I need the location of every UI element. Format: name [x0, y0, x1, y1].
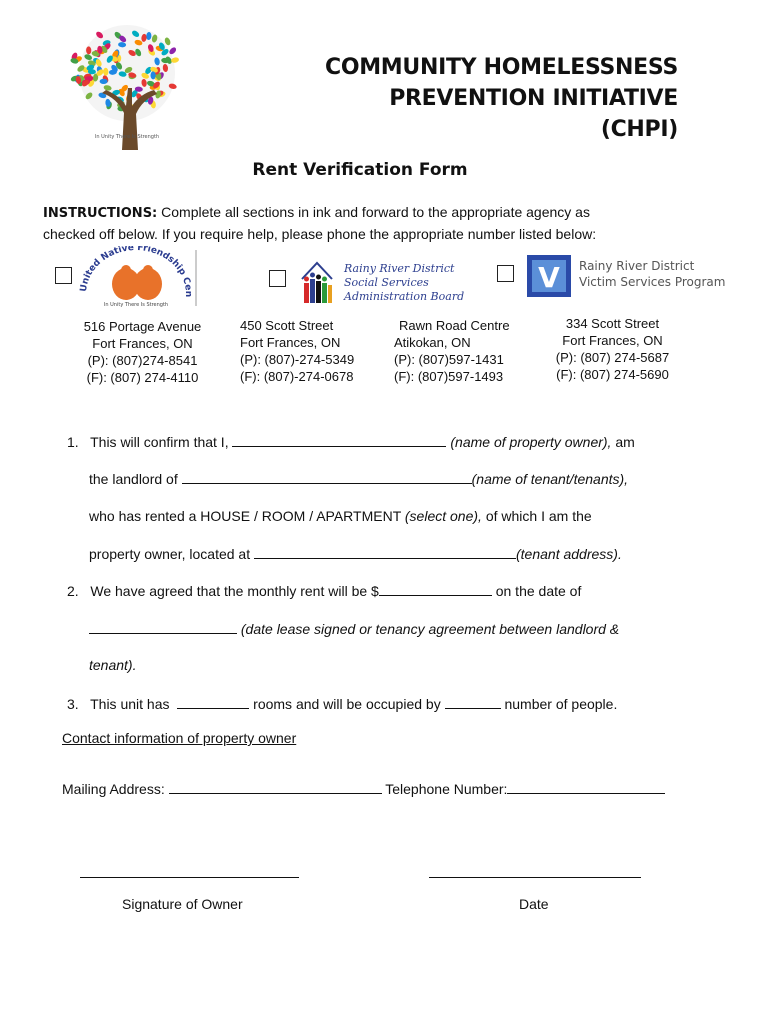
unfc-logo — [74, 246, 198, 308]
date-label: Date — [519, 896, 549, 912]
instructions-label: INSTRUCTIONS: — [43, 206, 158, 221]
tree-logo — [62, 18, 192, 150]
title-line-3: (CHPI) — [600, 117, 678, 142]
victim-services-logo-letter: V — [538, 261, 560, 294]
contact-line — [62, 780, 665, 797]
q1-number: 1. — [67, 434, 79, 450]
q3-text-b: rooms and will be occupied by — [253, 696, 441, 712]
lease-date-field[interactable] — [89, 620, 237, 634]
q1-text-d: the landlord of — [89, 471, 178, 487]
address-line: (F): (807)597-1493 — [394, 369, 504, 384]
address-line: 334 Scott Street — [565, 316, 660, 331]
svg-text:In Unity There Is Strength: In Unity There Is Strength — [94, 134, 160, 140]
agency-address-unfc — [70, 318, 215, 386]
address-line: (P): (807)597-1431 — [394, 352, 504, 367]
q2-text-b: on the date of — [495, 583, 582, 599]
form-title: Rent Verification Form — [252, 160, 468, 180]
instructions-text-2: checked off below. If you require help, please phone the appropriate number listed below: — [43, 226, 597, 242]
q1-hint-address: (tenant address). — [516, 546, 622, 562]
tree-leaf — [100, 79, 108, 84]
agency-address-atikokan — [394, 317, 510, 385]
q1-text-c: am — [615, 434, 635, 450]
address-line: Fort Frances, ON — [562, 333, 663, 348]
monthly-rent-field[interactable] — [379, 582, 492, 596]
address-line: 450 Scott Street — [240, 318, 334, 333]
address-line: Atikokan, ON — [394, 335, 471, 350]
q1-line-3 — [89, 508, 592, 524]
address-line: Fort Frances, ON — [92, 336, 193, 351]
page-title — [325, 52, 678, 145]
signature-label: Signature of Owner — [122, 896, 243, 912]
occupants-count-field[interactable] — [445, 695, 501, 709]
q1-hint-owner: (name of property owner), — [450, 434, 612, 450]
address-line: (P): (807)-274-5349 — [240, 352, 355, 367]
q2-number: 2. — [67, 583, 79, 599]
address-line: (P): (807)274-8541 — [87, 353, 198, 368]
mailing-address-field[interactable] — [169, 780, 382, 794]
q3-text-a: This unit has — [90, 696, 170, 712]
q1-hint-tenant: (name of tenant/tenants), — [471, 471, 629, 487]
q3-number: 3. — [67, 696, 79, 712]
q1-text-h: of which I am the — [485, 508, 592, 524]
instructions-text-1: Complete all sections in ink and forward to the appropriate agency as — [161, 204, 590, 220]
address-line: 516 Portage Avenue — [83, 319, 202, 334]
tenant-name-field[interactable] — [182, 470, 472, 484]
q1-line-2 — [89, 470, 628, 487]
victim-services-logo — [527, 255, 727, 297]
telephone-field[interactable] — [507, 780, 665, 794]
victim-services-logo-line-2: Victim Services Program — [579, 275, 726, 289]
q1-text-f: who has rented a HOUSE / ROOM / APARTMENT — [89, 508, 401, 524]
social-services-logo — [298, 257, 468, 305]
q1-text-i: property owner, located at — [89, 546, 251, 562]
q1-hint-select: (select one), — [404, 508, 482, 524]
social-services-logo-line-2: Social Services — [344, 276, 429, 289]
q1-line-4 — [89, 545, 622, 562]
q2-text-a: We have agreed that the monthly rent will be $ — [90, 583, 379, 599]
signature-field[interactable] — [80, 877, 299, 878]
agency-checkbox-unfc[interactable] — [55, 267, 72, 284]
q1-text-a: This will confirm that I, — [90, 434, 229, 450]
unfc-logo-tagline: In Unity There Is Strength — [103, 302, 169, 308]
title-line-1: COMMUNITY HOMELESSNESS — [324, 55, 678, 80]
address-line: (P): (807) 274-5687 — [555, 350, 670, 365]
mailing-address-label: Mailing Address: — [62, 781, 165, 797]
q1-line-1 — [67, 433, 635, 450]
q2-line-3: tenant). — [89, 657, 137, 673]
victim-services-logo-line-1: Rainy River District — [579, 259, 695, 273]
social-services-logo-line-3: Administration Board — [344, 290, 465, 303]
rooms-count-field[interactable] — [177, 695, 249, 709]
address-line: Rawn Road Centre — [399, 318, 510, 333]
address-line: (F): (807) 274-4110 — [86, 370, 199, 385]
unfc-logo-text: United Native Friendship Cen — [78, 246, 194, 298]
q3-text-c: number of people. — [504, 696, 618, 712]
address-line: Fort Frances, ON — [240, 335, 341, 350]
social-services-logo-line-1: Rainy River District — [344, 262, 455, 275]
address-line: (F): (807)-274-0678 — [240, 369, 354, 384]
address-line: (F): (807) 274-5690 — [556, 367, 669, 382]
telephone-label: Telephone Number: — [385, 781, 508, 797]
contact-heading: Contact information of property owner — [62, 730, 297, 746]
agency-address-social-services — [240, 317, 354, 385]
tenant-address-field[interactable] — [254, 545, 516, 559]
q2-hint-date: (date lease signed or tenancy agreement between landlord & — [240, 621, 620, 637]
agency-address-victim-services — [540, 315, 685, 383]
date-field[interactable] — [429, 877, 641, 878]
agency-checkbox-social-services[interactable] — [269, 270, 286, 287]
q3-line — [67, 695, 617, 712]
owner-name-field[interactable] — [232, 433, 446, 447]
q2-line-2 — [89, 620, 619, 637]
instructions — [43, 202, 683, 244]
q2-line-1 — [67, 582, 581, 599]
agency-checkbox-victim-services[interactable] — [497, 265, 514, 282]
title-line-2: PREVENTION INITIATIVE — [389, 86, 678, 111]
